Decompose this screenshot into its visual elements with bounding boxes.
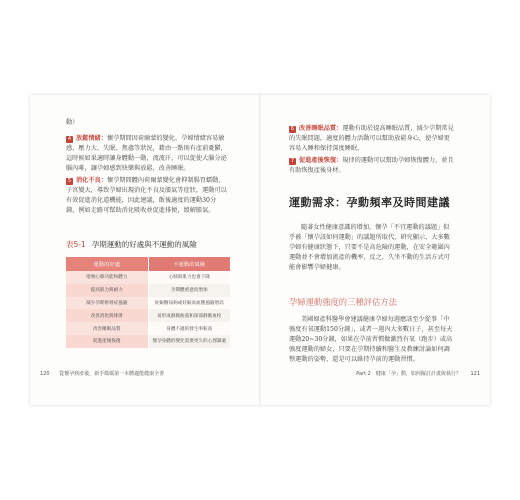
item-text: 懷孕期間因荷爾蒙的變化，孕婦情緒容易敏感、壓力大、失眠、焦慮等狀況，藉由一點則有產前憂鬱，這時候如果適時讓身體動一動，流流汗，可以促使大腦分泌腦內啡，讓孕婦感到快樂與放鬆，改善睡眠。 bbox=[66, 135, 227, 172]
page-number: 121 bbox=[470, 371, 480, 377]
table-cell: 身體不適的發生率較高 bbox=[148, 322, 230, 335]
right-para-2 bbox=[289, 315, 454, 365]
book-spread bbox=[30, 95, 490, 405]
list-item bbox=[66, 176, 228, 216]
table-cell: 孕期體重過度增加 bbox=[148, 284, 230, 297]
section-heading: 運動需求：孕動頻率及時間建議 bbox=[289, 196, 450, 209]
table-header: 運動的好處 bbox=[66, 257, 148, 271]
item-lead: 消化不良： bbox=[76, 177, 107, 184]
running-head: Part 2 健康「孕」動，如何擬訂計畫與執行？ bbox=[356, 371, 461, 377]
item-number: 7 bbox=[290, 158, 295, 164]
table-row bbox=[66, 335, 230, 348]
item-text: 懷孕期間體內荷爾蒙變化會抑制腸胃蠕動，子宮變大，導致孕婦出現消化不良及脹氣等症狀，運動可以有效促進消化道機能，因此建議，飯後適度的運動30分鐘，例如走路可幫助消化吸收並促進排便，緩解脹氣。 bbox=[66, 177, 227, 214]
table-row bbox=[66, 284, 230, 297]
table-cell: 改善睡眠品質 bbox=[66, 322, 148, 335]
item-number: 5 bbox=[67, 178, 72, 184]
comparison-table bbox=[66, 257, 230, 348]
left-folio bbox=[40, 370, 164, 377]
right-folio bbox=[356, 370, 480, 377]
item-text: 規律的運動可以幫助孕婦恢復體力，並且有助恢復產後身材。 bbox=[289, 157, 454, 174]
table-cell: 減少孕期併發症風險 bbox=[66, 297, 148, 310]
list-item bbox=[289, 124, 454, 154]
list-item bbox=[66, 134, 228, 174]
body-paragraph: 美國婦產科醫學會建議健康孕婦每週應該至少從事「中強度有氧運動150分鐘」，或者一週內大多數日子，甚至每天運動20~30分鐘，如果在孕前習慣做激烈有氧（跑步）或高強度運動的婦女，只要在孕期持續和醫生及教練討論如何調整運動的姿勢，還是可以維持孕前的運動習慣。 bbox=[289, 316, 453, 363]
table-cell: 增強心肺功能和體力 bbox=[66, 271, 148, 284]
table-number: 表5-1 bbox=[66, 240, 86, 249]
table-cell: 懷孕身體的變化需要更久的心理調適 bbox=[148, 335, 230, 348]
running-head: 從懷孕到產後，新手媽媽第一本體適能健康全書 bbox=[59, 371, 165, 377]
right-page bbox=[261, 95, 490, 405]
table-row bbox=[66, 309, 230, 322]
list-item bbox=[289, 156, 454, 176]
body-paragraph: 隨著女性健康意識的增加，懷孕「不宜運動的議題」似乎被「懷孕該如何運動」的議題所取代，研究顯示，大多數孕婦有健康狀態下，只要不是高危險的運動，在安全範圍內運動並不會增加流產的機率，反之，久坐不動的生活方式可能會影響孕婦健康。 bbox=[289, 224, 450, 271]
table-cell: 心肺與肌力也會下降 bbox=[148, 271, 230, 284]
item-number: 6 bbox=[290, 126, 295, 132]
table-row bbox=[66, 271, 230, 284]
table-cell: 改善消化與排泄 bbox=[66, 309, 148, 322]
item-lead: 促進產後恢復： bbox=[299, 157, 343, 164]
right-para-1 bbox=[289, 223, 454, 273]
table-cell: 提高肌力與耐力 bbox=[66, 284, 148, 297]
table-cell: 妊娠糖尿病或妊娠高血壓風險增高 bbox=[148, 297, 230, 310]
table-header: 不運動的風險 bbox=[148, 257, 230, 271]
table-row bbox=[66, 322, 230, 335]
item-number: 4 bbox=[67, 136, 72, 142]
table-title bbox=[66, 239, 231, 250]
item-text: 運動有助於提高睡眠品質，減少孕期常見的失眠問題，適度的體力活動可以幫助放鬆身心，使孕婦更容易入睡和保持深度睡眠。 bbox=[289, 125, 454, 152]
table-cell: 促進產後恢復 bbox=[66, 335, 148, 348]
item-lead: 改善睡眠品質： bbox=[299, 125, 343, 132]
page-number: 120 bbox=[40, 371, 50, 377]
continued-text: 動） bbox=[66, 119, 79, 126]
left-body bbox=[66, 118, 228, 216]
right-top-body bbox=[289, 124, 454, 176]
table-title-text: 孕期運動的好處與不運動的風險 bbox=[91, 240, 197, 249]
table-row bbox=[66, 297, 230, 310]
left-page bbox=[30, 95, 259, 405]
table-cell: 易形成靜脈曲張和深部靜脈血栓 bbox=[148, 309, 230, 322]
subsection-heading: 孕婦運動強度的三種評估方法 bbox=[289, 297, 397, 307]
item-lead: 放鬆情緒： bbox=[76, 135, 107, 142]
